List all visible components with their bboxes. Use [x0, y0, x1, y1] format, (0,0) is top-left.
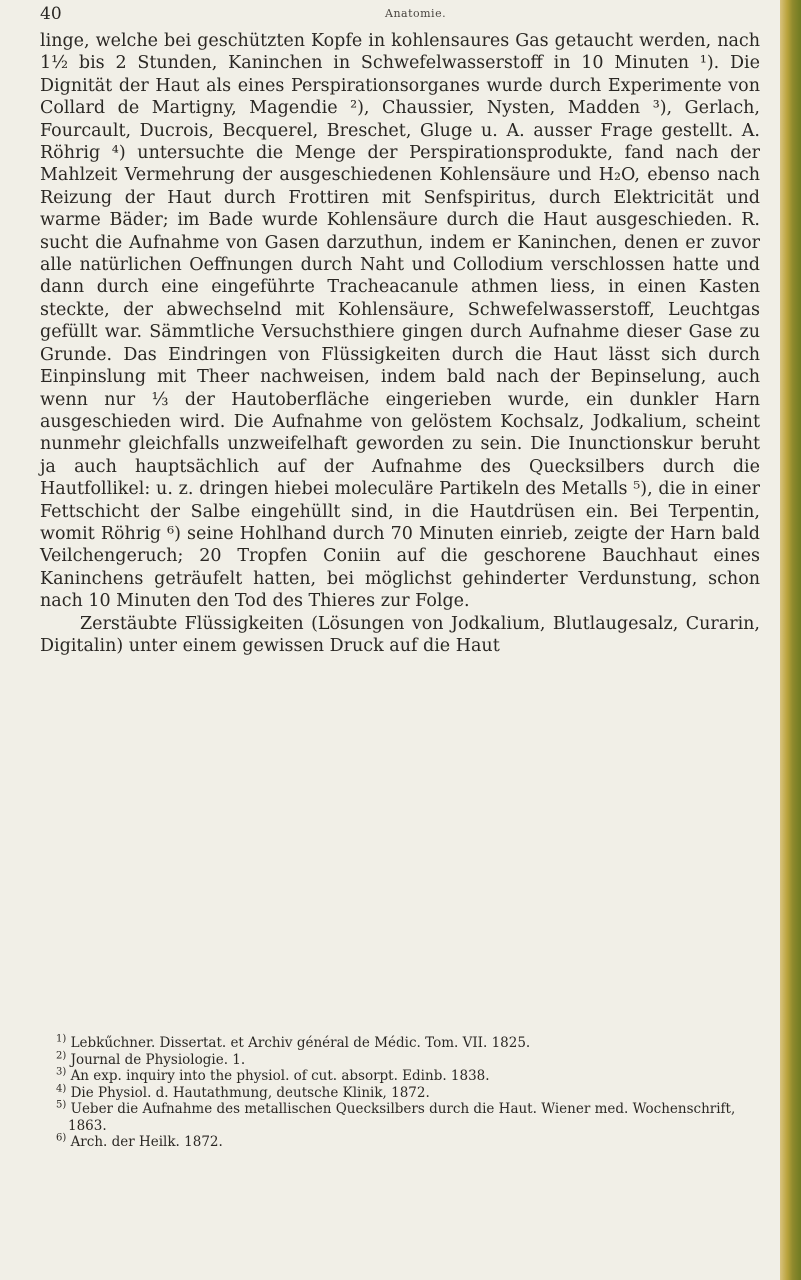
- running-head: Anatomie.: [385, 7, 447, 20]
- page-header: [40, 4, 740, 28]
- paragraph-zerstaeubte: Zerstäubte Flüssigkeiten (Lösungen von Jodkalium, Blutlaugesalz, Curarin, Digitalin) unter einem gewissen Druck auf die Haut: [40, 613, 760, 656]
- body-text: [40, 30, 760, 657]
- footnote-3: [40, 1068, 760, 1085]
- footnotes: [40, 1035, 760, 1151]
- footnote-text: Die Physiol. d. Hautathmung, deutsche Klinik, 1872.: [70, 1084, 430, 1101]
- footnote-2: [40, 1052, 760, 1069]
- page-number: 40: [40, 4, 62, 24]
- footnote-text: Arch. der Heilk. 1872.: [70, 1134, 223, 1150]
- footnote-mark: 4): [56, 1083, 67, 1094]
- footnote-mark: 2): [56, 1050, 67, 1061]
- footnote-mark: 5): [56, 1099, 67, 1111]
- footnote-1: [40, 1035, 760, 1052]
- footnote-text: Lebkűchner. Dissertat. et Archiv général de Médic. Tom. VII. 1825.: [70, 1035, 531, 1051]
- footnote-6: [40, 1134, 760, 1151]
- footnote-text: Ueber die Aufnahme des metallischen Quecksilbers durch die Haut. Wiener med. Wochenschrift, 1863.: [68, 1101, 736, 1134]
- footnote-text: Journal de Physiologie. 1.: [70, 1051, 246, 1068]
- footnote-mark: 3): [56, 1066, 67, 1078]
- footnote-5: [40, 1101, 760, 1134]
- paragraph-main: linge, welche bei geschützten Kopfe in kohlensaures Gas getaucht werden, nach 1½ bis 2 Stunden, Kaninchen in Schwefelwasserstoff in 10 Minuten ¹). Die Dignität der Haut als eines Perspirationsorganes wurde durch Experimente von Collard de Martigny, Magendie ²), Chaussier, Nysten, Madden ³), Gerlach, Fourcault, Ducrois, Becquerel, Breschet, Gluge u. A. ausser Frage gestellt. A. Röhrig ⁴) untersuchte die Menge der Perspirationsprodukte, fand nach der Mahlzeit Vermehrung der ausgeschiedenen Kohlensäure und H₂O, ebenso nach Reizung der Haut durch Frottiren mit Senfspiritus, durch Elektricität und warme Bäder; im Bade wurde Kohlensäure durch die Haut ausgeschieden. R. sucht die Aufnahme von Gasen darzuthun, indem er Kaninchen, denen er zuvor alle natürlichen Oeffnungen durch Naht und Collodium verschlossen hatte und dann durch eine eingeführte Tracheacanule athmen liess, in einen Kasten steckte, der abwechselnd mit Kohlensäure, Schwefelwasserstoff, Leuchtgas gefüllt war. Sämmtliche Versuchsthiere gingen durch Aufnahme dieser Gase zu Grunde. Das Eindringen von Flüssigkeiten durch die Haut lässt sich durch Einpinslung mit Theer nachweisen, indem bald nach der Bepinselung, auch wenn nur ⅓ der Hautoberfläche eingerieben wurde, ein dunkler Harn ausgeschieden wird. Die Aufnahme von gelöstem Kochsalz, Jodkalium, scheint nunmehr gleichfalls unzweifelhaft geworden zu sein. Die Inunctionskur beruht ja auch hauptsächlich auf der Aufnahme des Quecksilbers durch die Hautfollikel: u. z. dringen hiebei moleculäre Partikeln des Metalls ⁵), die in einer Fettschicht der Salbe eingehüllt sind, in die Hautdrüsen ein. Bei Terpentin, womit Röhrig ⁶) seine Hohlhand durch 70 Minuten einrieb, zeigte der Harn bald Veilchengeruch; 20 Tropfen Coniin auf die geschorene Bauchhaut eines Kaninchens geträufelt hatten, bei möglichst gehinderter Verdunstung, schon nach 10 Minuten den Tod des Thieres zur Folge.: [40, 31, 760, 612]
- footnote-4: [40, 1085, 760, 1102]
- page-edge-binding: [780, 0, 801, 1280]
- footnote-mark: 1): [56, 1033, 67, 1045]
- footnote-text: An exp. inquiry into the physiol. of cut. absorpt. Edinb. 1838.: [70, 1068, 490, 1084]
- footnote-mark: 6): [56, 1132, 67, 1144]
